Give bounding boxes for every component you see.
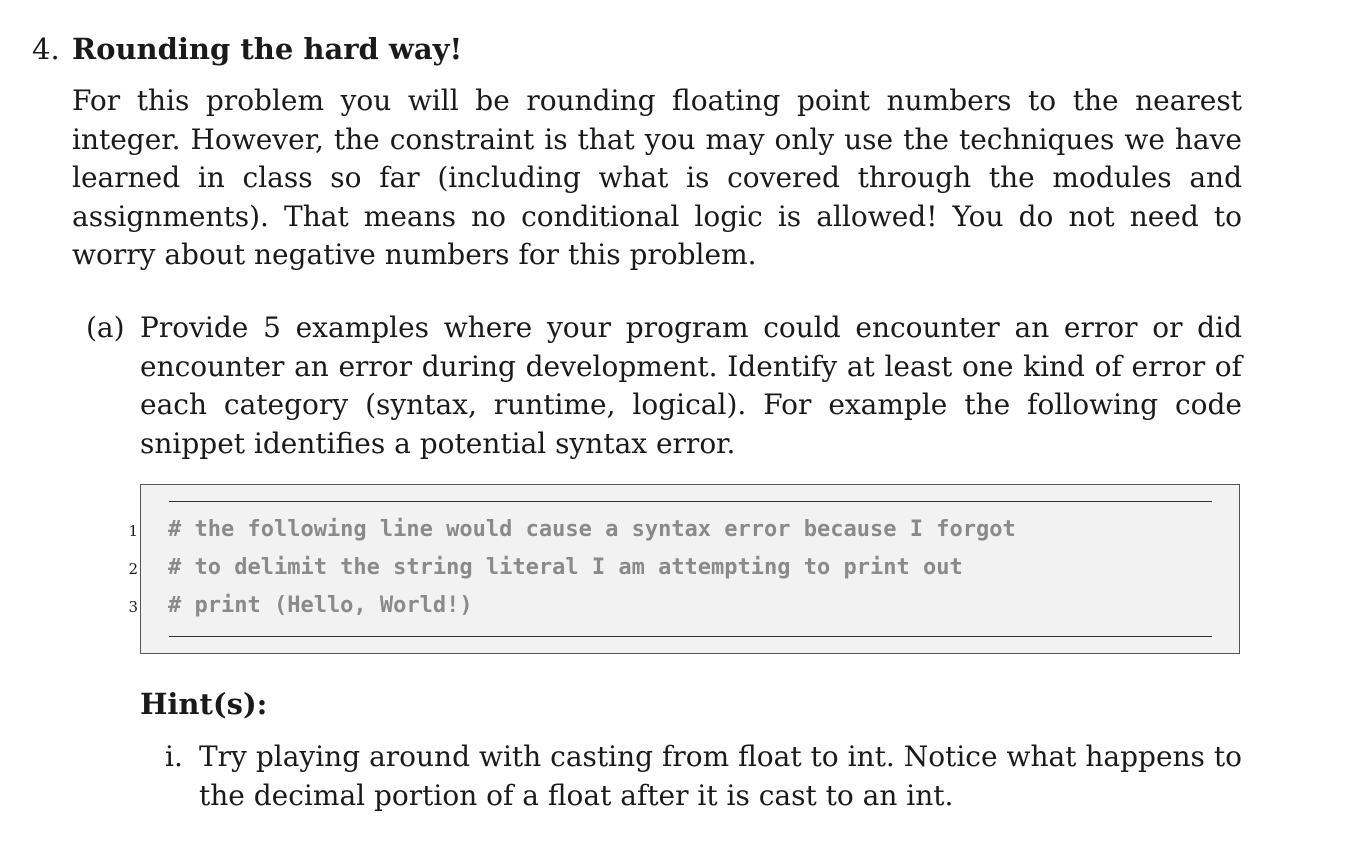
code-line: # to delimit the string literal I am attempting to print out bbox=[168, 555, 963, 580]
code-line-numbers bbox=[118, 509, 138, 623]
problem-title: Rounding the hard way! bbox=[72, 32, 463, 66]
part-a-label: (a) bbox=[86, 311, 125, 344]
code-line: # print (Hello, World!) bbox=[168, 593, 473, 618]
problem-number: 4. bbox=[32, 32, 60, 66]
code-line: # the following line would cause a syntax error because I forgot bbox=[168, 517, 1016, 542]
code-line-number: 2 bbox=[128, 560, 138, 578]
code-lines bbox=[168, 509, 1016, 623]
hint-item-label: i. bbox=[165, 740, 183, 773]
code-bottom-rule bbox=[169, 636, 1212, 637]
part-a-text: Provide 5 examples where your program could encounter an error or did encounter an error during development. Identify at least one kind of error of each category (syntax, runtime, logical). For example the following code snippet identifies a potential syntax error. bbox=[140, 311, 1242, 460]
code-top-rule bbox=[169, 501, 1212, 502]
hints-heading: Hint(s): bbox=[140, 687, 268, 721]
hint-item-text: Try playing around with casting from float to int. Notice what happens to the decimal portion of a float after it is cast to an int. bbox=[199, 740, 1242, 812]
code-line-number: 1 bbox=[128, 522, 138, 540]
problem-intro: For this problem you will be rounding floating point numbers to the nearest integer. However, the constraint is that you may only use the techniques we have learned in class so far (including what is covered through the modules and assignments). That means no conditional logic is allowed! You do not need to worry about negative numbers for this problem. bbox=[72, 84, 1242, 271]
code-line-number: 3 bbox=[128, 598, 138, 616]
